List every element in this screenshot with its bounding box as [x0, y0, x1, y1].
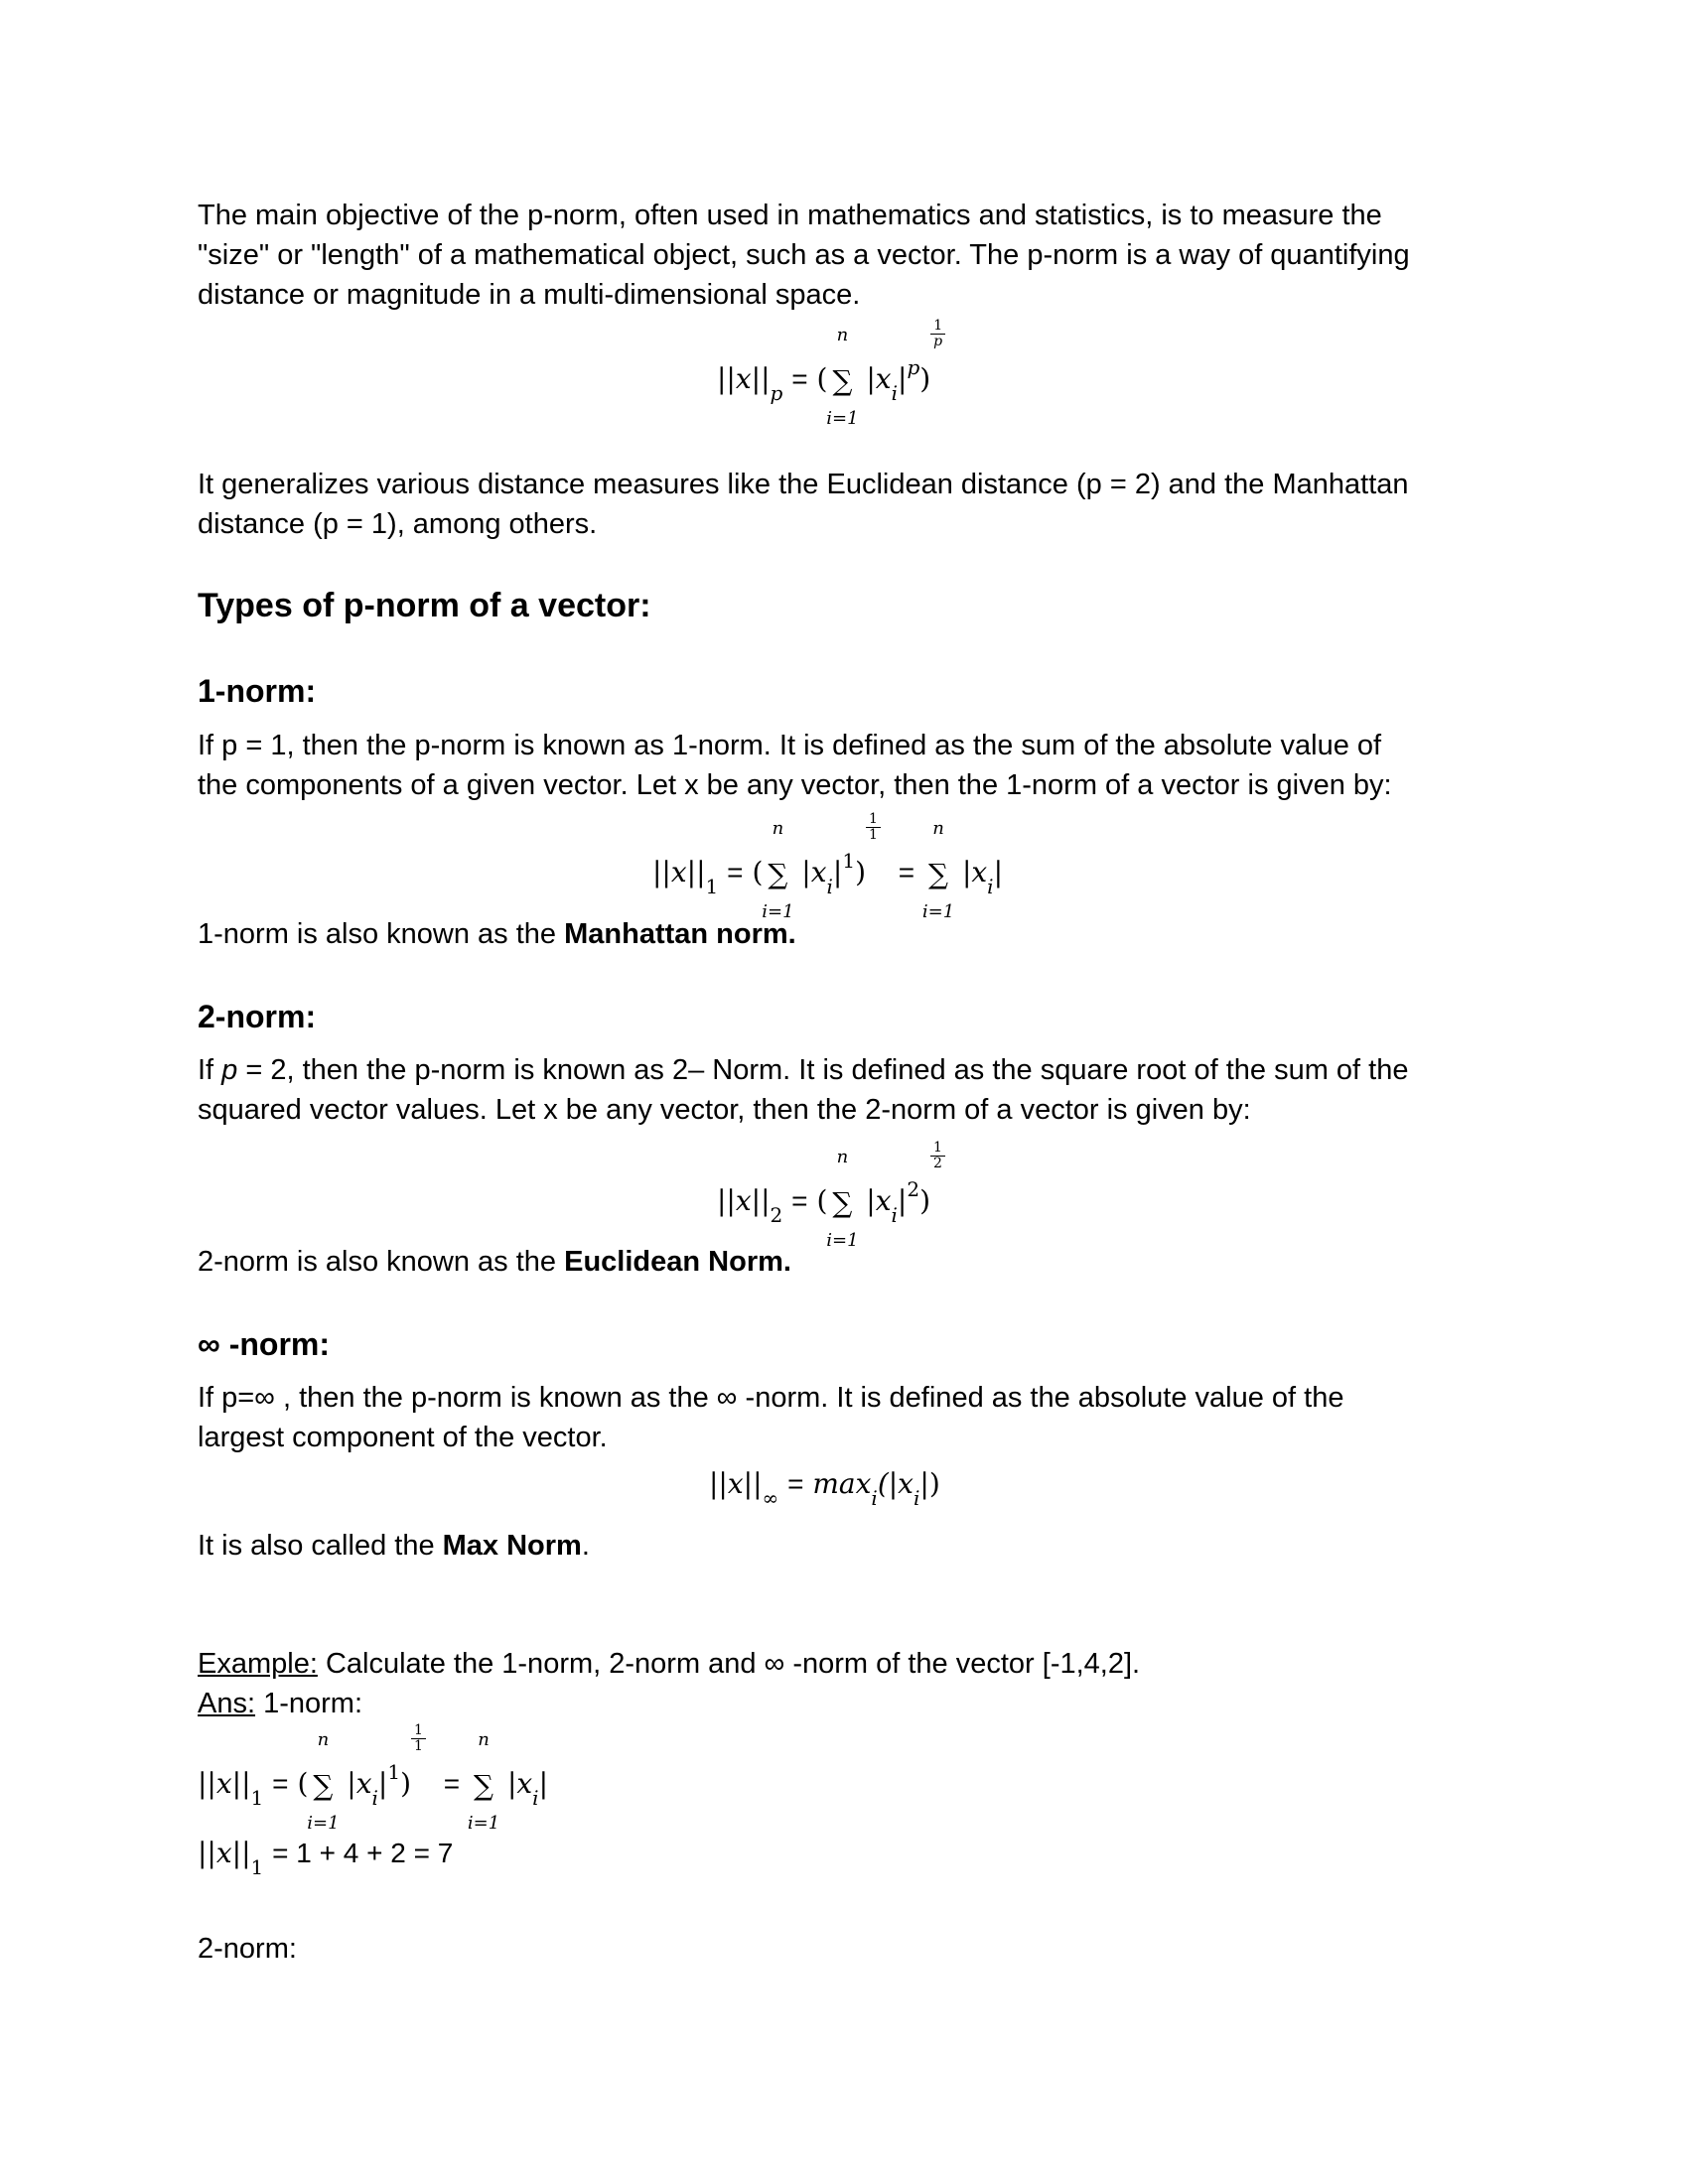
sigma-symbol: ∑ [474, 1769, 494, 1802]
norm1-formula [652, 811, 1004, 922]
norm2-line-1-prefix: If [198, 1054, 222, 1086]
formula-lhs-sub: ∞ [762, 1486, 779, 1510]
norm2-heading: 2-norm: [198, 999, 317, 1034]
manhattan-norm-term: Manhattan norm. [564, 918, 796, 950]
formula-lhs: ||x|| [717, 1184, 771, 1217]
sigma-symbol: ∑ [313, 1769, 334, 1802]
euclidean-norm-term: Euclidean Norm. [564, 1246, 791, 1278]
max-norm-term: Max Norm [442, 1530, 582, 1562]
example-paragraph [198, 1644, 1508, 1723]
formula-equals: = [272, 1768, 289, 1799]
sum-upper-limit: n [772, 818, 784, 839]
norm2-paragraph [198, 1050, 1508, 1130]
intro-paragraph [198, 196, 1508, 315]
generalizes-line-1: It generalizes various distance measures like the Euclidean distance (p = 2) and the Manhattan [198, 469, 1409, 500]
sum-upper-limit: n [932, 818, 944, 839]
sum-lower-limit: i=1 [467, 1813, 500, 1834]
fraction-numerator: 1 [930, 319, 945, 335]
summation [826, 325, 859, 429]
infinity-norm-line-1: If p=∞ , then the p-norm is known as the ∞ -norm. It is defined as the absolute value of the [198, 1382, 1344, 1414]
formula-term-2-sub: i [987, 875, 994, 898]
formula-close-paren: ) [919, 362, 931, 395]
example-2norm-heading: 2-norm: [198, 1933, 297, 1965]
sum-lower-limit: i=1 [307, 1813, 340, 1834]
formula-open-paren: ( [297, 1767, 309, 1800]
intro-line-3: distance or magnitude in a multi-dimensional space. [198, 279, 861, 311]
fraction-numerator: 1 [866, 812, 881, 828]
norm1-aka [198, 914, 1508, 954]
example-text: Calculate the 1-norm, 2-norm and ∞ -norm of the vector [-1,4,2]. [317, 1648, 1141, 1680]
formula-term-bar: | [377, 1767, 388, 1800]
summation [762, 818, 794, 922]
infinity-aka-text: It is also called the [198, 1530, 443, 1562]
formula-open-paren: ( [816, 1184, 828, 1217]
formula-term: |x [866, 1184, 892, 1217]
norm2-line-2: squared vector values. Let x be any vector, then the 2-norm of a vector is given by: [198, 1094, 1251, 1126]
max-sub: i [871, 1486, 878, 1510]
formula-open-paren: ( [752, 856, 764, 888]
sum-upper-limit: n [836, 1147, 849, 1167]
infinity-norm-heading: ∞ -norm: [198, 1326, 331, 1362]
norm1-aka-text: 1-norm is also known as the [198, 918, 565, 950]
summation [307, 1729, 340, 1834]
formula-close-paren: ) [919, 1184, 931, 1217]
formula-term-sup: 2 [907, 1177, 920, 1201]
formula-term: (|x [877, 1467, 914, 1500]
sum-lower-limit: i=1 [826, 1230, 859, 1251]
formula-term-sup: 1 [842, 849, 856, 873]
formula-term: |x [866, 362, 892, 395]
norm2-italic-p: p [221, 1054, 238, 1086]
fraction-denominator: 2 [933, 1156, 942, 1171]
fraction-numerator: 1 [930, 1141, 945, 1157]
example-norm1-result [198, 1837, 454, 1879]
norm2-line-1-rest: = 2, then the p-norm is known as 2– Norm. It is defined as the square root of the sum of the [237, 1054, 1409, 1086]
result-rhs: = 1 + 4 + 2 = 7 [272, 1838, 454, 1868]
sum-upper-limit: n [836, 325, 849, 345]
formula-lhs-sub: 1 [250, 1786, 264, 1810]
formula-equals-2: = [898, 857, 915, 887]
sigma-symbol: ∑ [928, 858, 949, 890]
norm1-line-1: If p = 1, then the p-norm is known as 1-norm. It is defined as the sum of the absolute value of [198, 730, 1382, 761]
formula-lhs: ||x|| [709, 1467, 763, 1500]
max-operator: max [812, 1467, 872, 1500]
formula-lhs-sub: 2 [770, 1203, 783, 1227]
formula-close: |) [919, 1467, 940, 1500]
formula-term-2-bar: | [538, 1767, 549, 1800]
formula-open-paren: ( [816, 362, 828, 395]
formula-term-bar: | [898, 362, 908, 395]
formula-exponent-fraction [930, 319, 945, 349]
sum-lower-limit: i=1 [826, 408, 859, 429]
infinity-aka-period: . [581, 1530, 590, 1562]
formula-lhs: ||x|| [198, 1767, 251, 1800]
formula-term-2-bar: | [993, 856, 1004, 888]
answer-label: Ans: [198, 1688, 256, 1719]
formula-exponent-fraction [930, 1141, 945, 1171]
answer-text: 1-norm: [255, 1688, 363, 1719]
fraction-denominator: 1 [869, 827, 878, 843]
summation [826, 1147, 859, 1251]
norm2-aka [198, 1242, 1508, 1282]
formula-exponent-fraction [411, 1723, 426, 1754]
norm1-heading: 1-norm: [198, 673, 317, 709]
formula-term-sup: p [907, 355, 920, 379]
formula-term-sub: i [826, 875, 833, 898]
result-lhs-sub: 1 [250, 1855, 264, 1879]
fraction-denominator: 1 [414, 1738, 423, 1754]
norm1-paragraph [198, 726, 1508, 805]
formula-lhs: ||x|| [652, 856, 706, 888]
summation-2 [921, 818, 955, 922]
norm2-aka-text: 2-norm is also known as the [198, 1246, 565, 1278]
infinity-norm-line-2: largest component of the vector. [198, 1422, 608, 1453]
formula-lhs-sub: 1 [705, 875, 719, 898]
fraction-denominator: p [933, 334, 943, 349]
formula-term-sub: i [891, 381, 898, 405]
formula-lhs-sub: p [770, 381, 783, 405]
formula-equals-2: = [443, 1768, 461, 1799]
formula-term-sub: i [891, 1203, 898, 1227]
formula-equals: = [791, 1185, 808, 1216]
types-heading: Types of p-norm of a vector: [198, 587, 651, 624]
generalizes-line-2: distance (p = 1), among others. [198, 508, 598, 540]
sum-upper-limit: n [478, 1729, 490, 1750]
example-norm1-formula [198, 1722, 549, 1834]
formula-term-bar: | [832, 856, 843, 888]
formula-lhs: ||x|| [717, 362, 771, 395]
infinity-norm-formula [709, 1467, 940, 1510]
sum-lower-limit: i=1 [921, 901, 955, 922]
norm1-line-2: the components of a given vector. Let x be any vector, then the 1-norm of a vector is given by: [198, 769, 1392, 801]
formula-term: |x [801, 856, 827, 888]
sigma-symbol: ∑ [768, 858, 788, 890]
formula-term-sub: i [371, 1786, 378, 1810]
infinity-norm-aka [198, 1526, 1508, 1566]
formula-term-sup: 1 [387, 1760, 401, 1784]
infinity-norm-paragraph [198, 1378, 1508, 1457]
norm2-formula [717, 1140, 945, 1251]
formula-term-2: |x [506, 1767, 533, 1800]
generalizes-paragraph [198, 465, 1508, 544]
formula-term: |x [347, 1767, 372, 1800]
formula-term-bar: | [897, 1184, 908, 1217]
sigma-symbol: ∑ [832, 1186, 853, 1219]
formula-exponent-fraction [866, 812, 881, 843]
result-lhs: ||x|| [198, 1837, 251, 1869]
example-label: Example: [198, 1648, 318, 1680]
formula-equals: = [727, 857, 744, 887]
formula-term-2: |x [961, 856, 988, 888]
formula-term-sub: i [913, 1486, 920, 1510]
sigma-symbol: ∑ [832, 364, 853, 397]
intro-line-2: "size" or "length" of a mathematical object, such as a vector. The p-norm is a way of quantifying [198, 239, 1410, 271]
summation-2 [467, 1729, 500, 1834]
fraction-numerator: 1 [411, 1723, 426, 1739]
formula-close-paren: ) [855, 856, 867, 888]
formula-equals: = [787, 1468, 804, 1499]
sum-lower-limit: i=1 [762, 901, 794, 922]
p-norm-formula [717, 318, 945, 429]
formula-term-2-sub: i [532, 1786, 539, 1810]
sum-upper-limit: n [317, 1729, 330, 1750]
formula-equals: = [791, 363, 808, 394]
formula-close-paren: ) [400, 1767, 412, 1800]
intro-line-1: The main objective of the p-norm, often used in mathematics and statistics, is to measure the [198, 200, 1382, 231]
